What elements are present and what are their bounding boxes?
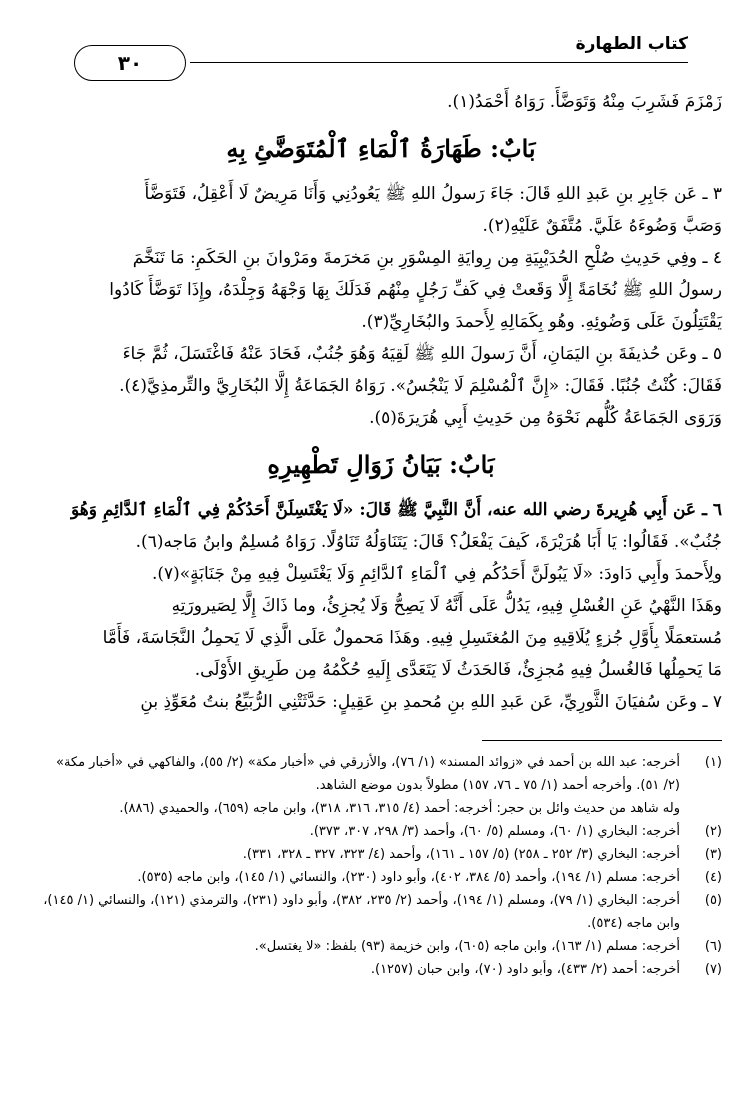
main-text [40, 86, 722, 718]
footnote [40, 751, 722, 797]
header-rule [190, 62, 688, 63]
footnote-number: (٦) [704, 939, 722, 954]
footnote-text: أخرجه: البخاري (١/ ٧٩)، ومسلم (١/ ١٩٤)، وأحمد (٢/ ٢٣٥، ٣٨٢)، وأبو داود (٢٣١)، والترمذي (١٢١)، والنسائي (١/ ١٤٥)، وابن ماجه (٥٣٤). [43, 893, 680, 931]
commentary-line-2: مُستعمَلًا بِأَوَّلِ جُزءٍ يُلَاقِيهِ مِنَ المُغتَسِلِ فِيهِ. وهَذَا مَحمولٌ عَلَى الَّذِي لَا يَحمِلُ النَّجَاسَةَ، فَأَمَّا [102, 628, 722, 648]
hadith-4-line-1: ٤ ـ وفِي حَدِيثِ صُلْحِ الحُدَيْبِيَةِ مِن رِوايَةِ المِسْوَرِ بنِ مَخرَمةَ ومَرْوانَ بنِ الحَكَمِ: مَا تَنَخَّمَ [132, 248, 722, 268]
section-heading-2: بَابٌ: بَيَانُ زَوَالِ تَطْهِيرِهِ [267, 450, 495, 479]
page-header [40, 0, 722, 75]
section-heading-1: بَابٌ: طَهَارَةُ ٱلْمَاءِ ٱلْمُتَوَضَّئِ بِهِ [226, 134, 536, 163]
footnote [40, 935, 722, 958]
hadith-3 [40, 178, 722, 242]
hadith-4-line-2: رسولُ اللهِ ﷺ نُخَامَةً إِلَّا وَقَعتْ فِي كَفِّ رَجُلٍ مِنْهُم فَدَلَكَ بِهَا وَجْهَهُ وَجِلْدَهُ، وإِذَا تَوَضَّأَ كَادُوا [109, 280, 722, 300]
book-title: كتاب الطهارة [575, 34, 688, 54]
hadith-7-line-1: ٧ ـ وعَن سُفيَانَ الثَّورِيِّ، عَن عَبدِ اللهِ بنِ مُحمدِ بنِ عَقِيلٍ: حَدَّثَتْنِي الرُّبَيِّعُ بنتُ مُعَوِّذِ بنِ [140, 692, 722, 712]
footnote [40, 797, 722, 820]
footnote [40, 843, 722, 866]
footnote-text: أخرجه: مسلم (١/ ١٦٣)، وابن ماجه (٦٠٥)، وابن خزيمة (٩٣) بلفظ: «لا يغتسل». [254, 939, 680, 954]
footnote [40, 820, 722, 843]
footnote-number: (٣) [704, 847, 722, 862]
footnote-number: (٧) [704, 962, 722, 977]
footnote [40, 866, 722, 889]
hadith-5 [40, 338, 722, 434]
hadith-3-line-1: ٣ ـ عَن جَابِرِ بنِ عَبدِ اللهِ قَالَ: جَاءَ رَسولُ اللهِ ﷺ يَعُودُنِي وَأَنَا مَرِيضٌ لَا أَعْقِلُ، فَتَوَضَّأَ [144, 184, 722, 204]
footnote-text: أخرجه: مسلم (١/ ١٩٤)، وأحمد (٥/ ٣٨٤، ٤٠٢)، وأبو داود (٢٣٠)، والنسائي (١/ ١٤٥)، وابن ماجه (٥٣٥). [137, 870, 680, 885]
footnote-rule [482, 740, 722, 741]
hadith-5-line-1: ٥ ـ وعَن حُذيفَةَ بنِ اليَمَانِ، أَنَّ رَسولَ اللهِ ﷺ لَقِيَهُ وَهُوَ جُنُبٌ، فَحَادَ عَنْهُ فَاغْتَسَلَ، ثُمَّ جَاءَ [122, 344, 722, 364]
commentary-line-3: مَا يَحمِلُها فَالغُسلُ فِيهِ مُجزِئٌ، فَالحَدَثُ لَا يَتَعَدَّى إِلَيهِ حُكْمُهُ مِن طَرِيقِ الأَوْلَى. [194, 660, 722, 680]
footnote-text: أخرجه: البخاري (٣/ ٢٥٢ ـ ٢٥٨) (٥/ ١٥٧ ـ ١٦١)، وأحمد (٤/ ٣٢٣، ٣٢٧ ـ ٣٢٨، ٣٣١). [242, 847, 680, 862]
footnote [40, 958, 722, 981]
footnote-text: أخرجه: عبد الله بن أحمد في «زوائد المسند» (١/ ٧٦)، والأزرقي في «أخبار مكة» (٢/ ٥٥)، والفاكهي في «أخبار مكة» (٢/ ٥١). وأخرجه أحمد (١/ ٧٥ ـ ٧٦، ١٥٧) مطولاً بدون موضع الشاهد. [55, 755, 680, 793]
footnote-number [686, 797, 722, 820]
hadith-4-line-3: يَقْتَتِلُونَ عَلَى وَضُوئِهِ. وهُو بِكَمَالِهِ لِأَحمدَ والبُخَارِيِّ(٣). [361, 312, 722, 332]
commentary [40, 590, 722, 686]
footnote-text: وله شاهد من حديث وائل بن حجر: أخرجه: أحمد (٤/ ٣١٥، ٣١٦، ٣١٨)، وابن ماجه (٦٥٩)، والحميدي (٨٨٦). [119, 801, 680, 816]
hadith-6 [40, 494, 722, 590]
footnote-number: (٢) [704, 824, 722, 839]
hadith-7 [40, 686, 722, 718]
hadith-5-line-3: وَرَوَى الجَمَاعَةُ كُلُّهم نَحْوَهُ مِن حَدِيثِ أَبِي هُرَيرَةَ(٥). [369, 408, 722, 428]
intro-line: زَمْزَمَ فَشَرِبَ مِنْهُ وَتَوَضَّأَ. رَوَاهُ أَحْمَدُ(١). [447, 92, 722, 112]
hadith-6-line-3: ولِأَحمدَ وأَبِي دَاودَ: «لَا يَبُولَنَّ أَحَدُكُم فِي ٱلْمَاءِ ٱلدَّائِمِ وَلَا يَغْتَسِلْ فِيهِ مِنْ جَنَابَةٍ»(٧). [151, 564, 722, 584]
footnote-number: (٥) [704, 893, 722, 908]
hadith-6-line-1: ٦ ـ عَن أَبِي هُرِيرةَ رضي الله عنه، أَنَّ النَّبِيَّ ﷺ قَالَ: «لَا يَغْتَسِلَنَّ أَحَدُكُمْ فِي ٱلْمَاءِ ٱلدَّائِمِ وَهُوَ [71, 500, 722, 520]
hadith-3-line-2: وَصَبَّ وَضُوءَهُ عَلَيَّ. مُتَّفَقٌ عَلَيْهِ(٢). [482, 216, 722, 236]
hadith-6-line-2: جُنُبٌ». فَقَالُوا: يَا أَبَا هُرَيْرَةَ، كَيفَ يَفْعَلُ؟ قَالَ: يَتَنَاوَلُهُ تَنَاوُلًا. رَوَاهُ مُسلِمٌ وابنُ مَاجه(٦). [135, 532, 722, 552]
hadith-5-line-2: فَقَالَ: كُنْتُ جُنُبًا. فَقَالَ: «إِنَّ ٱلْمُسْلِمَ لَا يَنْجُسُ». رَوَاهُ الجَمَاعَةُ إِلَّا البُخَارِيَّ والتِّرمذِيَّ(٤). [119, 376, 722, 396]
footnote-number: (١) [704, 755, 722, 770]
commentary-line-1: وهَذَا النَّهْيُ عَنِ الغُسْلِ فِيهِ، يَدُلُّ عَلَى أَنَّهُ لَا يَصِحُّ وَلَا يُجزِئُ، وما ذَاكَ إِلَّا لِصَيرورَتِهِ [171, 596, 722, 616]
footnote [40, 889, 722, 935]
footnotes [40, 740, 722, 981]
page-number: ٣٠ [74, 45, 186, 81]
footnote-text: أخرجه: البخاري (١/ ٦٠)، ومسلم (٥/ ٦٠)، وأحمد (٣/ ٢٩٨، ٣٠٧، ٣٧٣). [309, 824, 680, 839]
hadith-4 [40, 242, 722, 338]
footnote-number: (٤) [704, 870, 722, 885]
footnote-text: أخرجه: أحمد (٢/ ٤٣٣)، وأبو داود (٧٠)، وابن حبان (١٢٥٧). [370, 962, 680, 977]
